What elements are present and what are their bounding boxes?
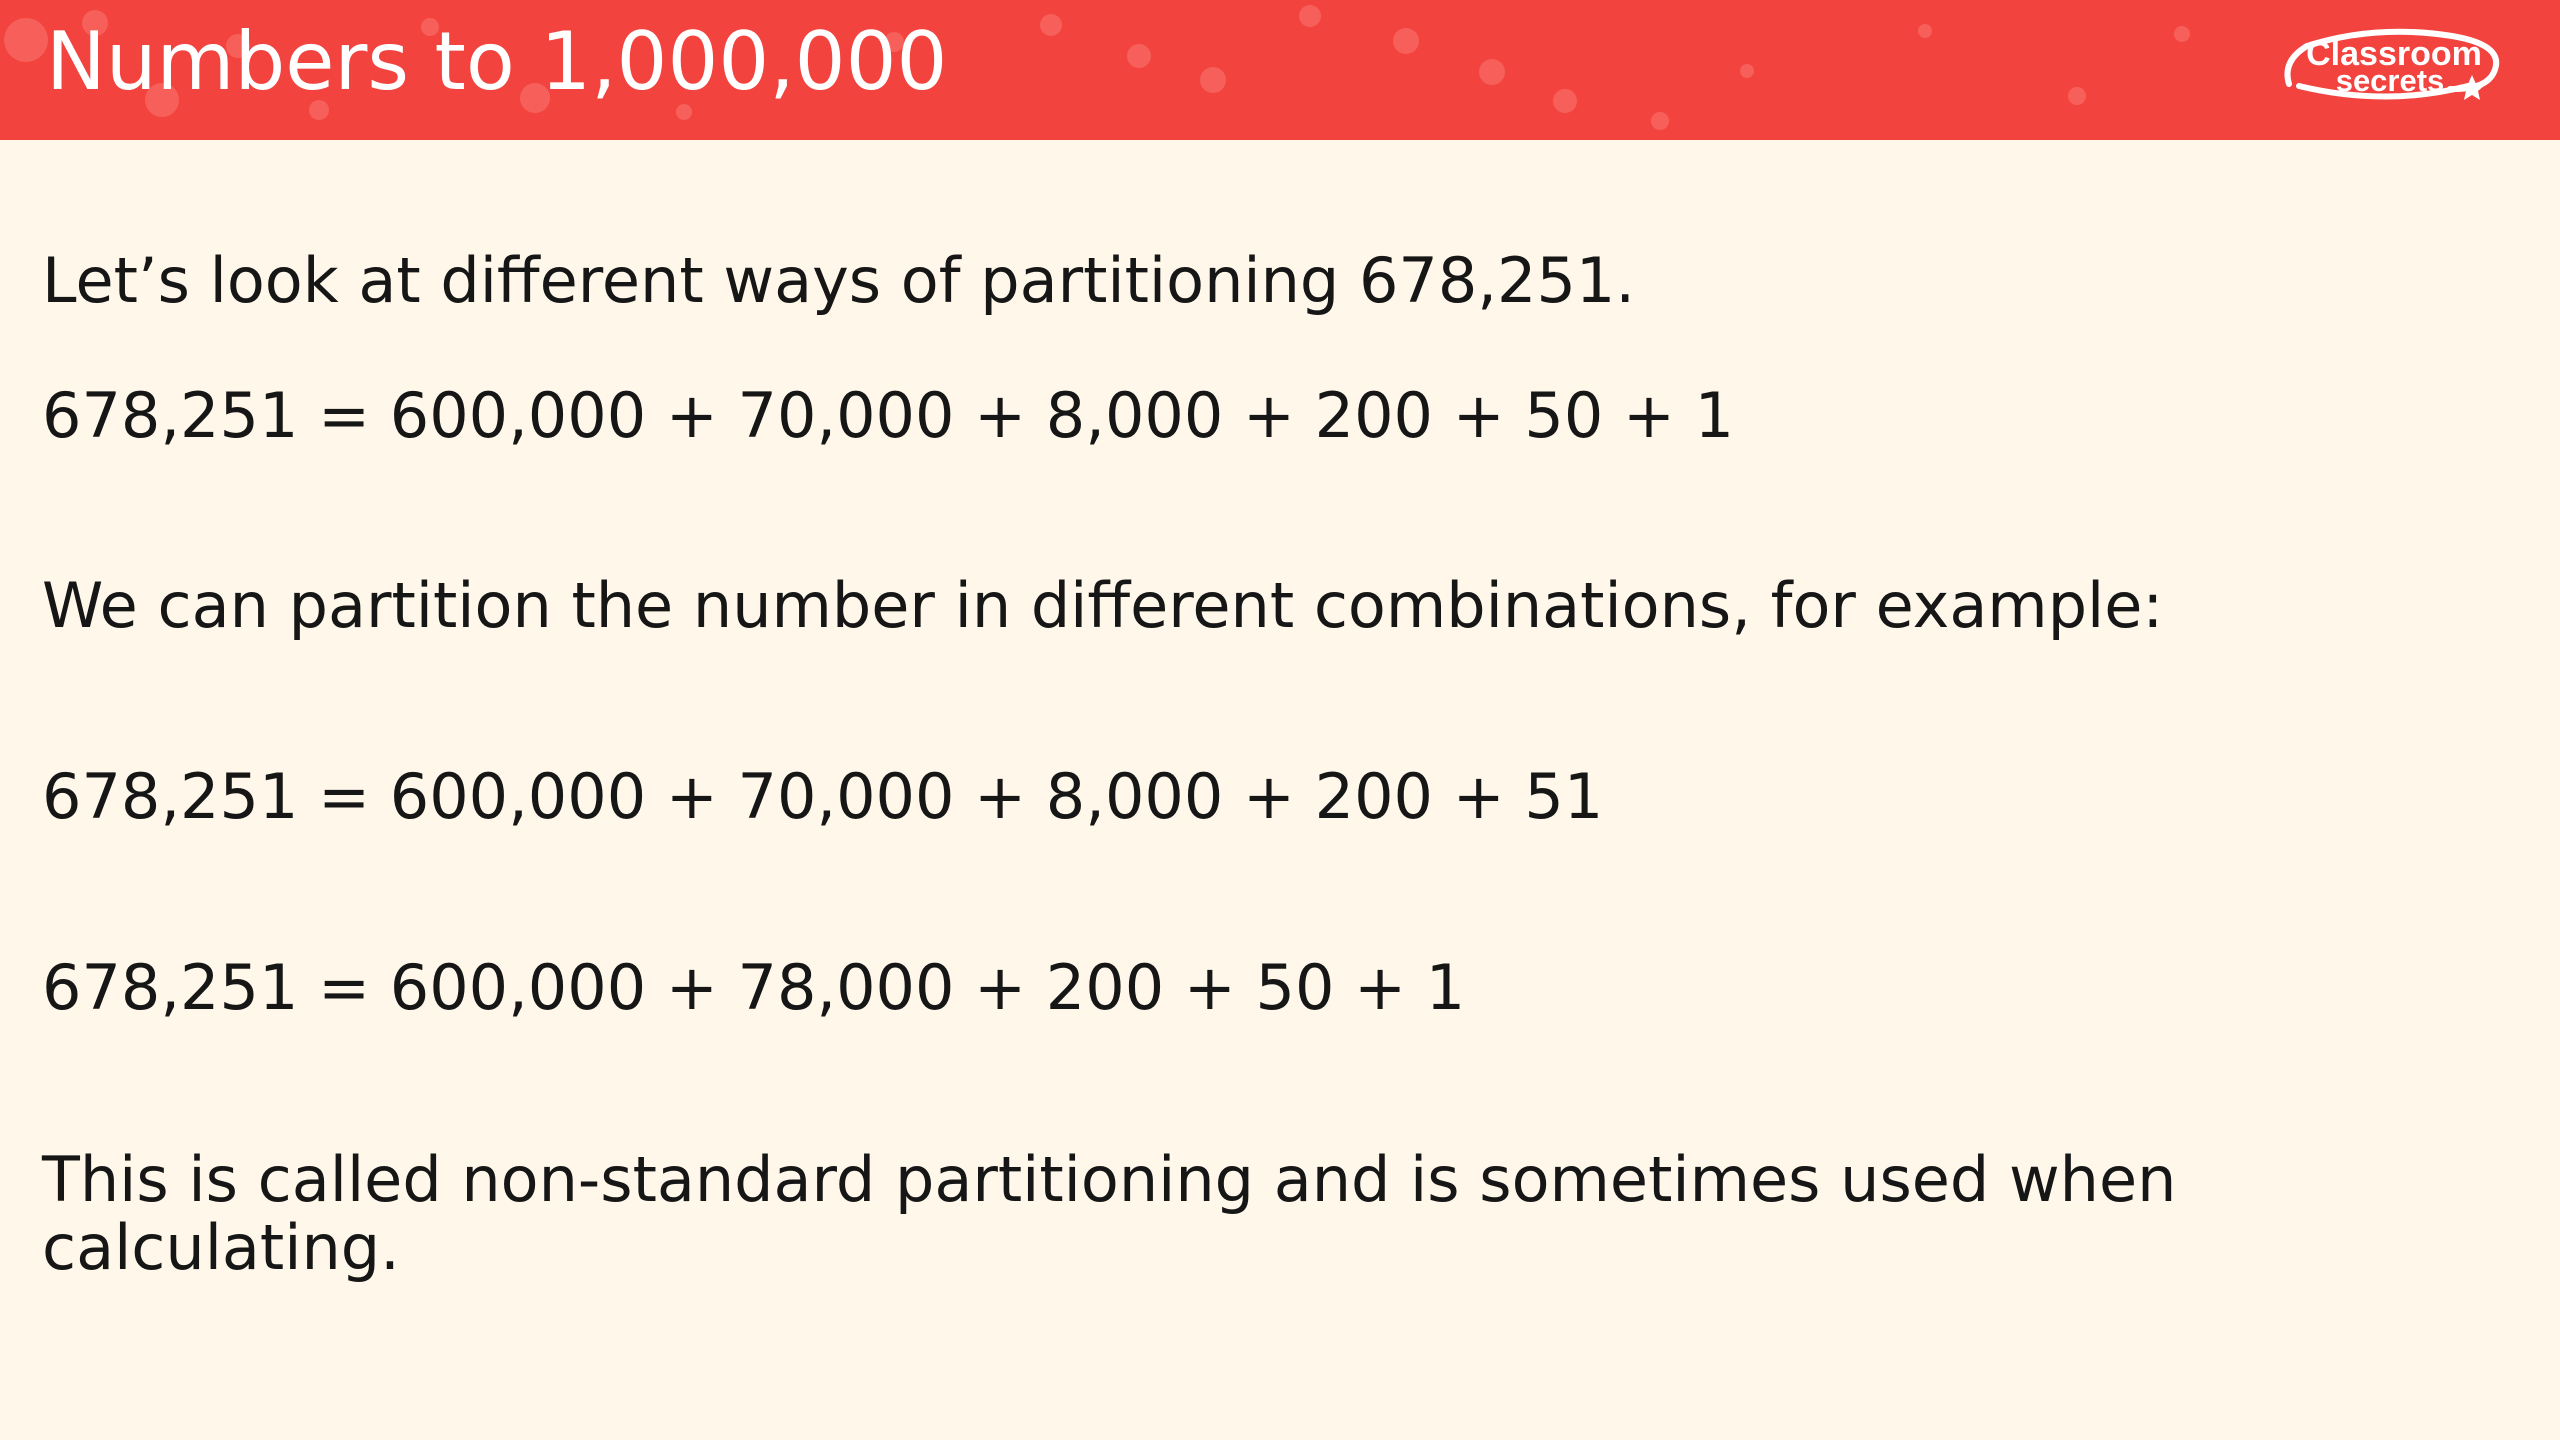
decorative-dot xyxy=(1393,28,1419,54)
intro-text: Let’s look at different ways of partitioning 678,251. xyxy=(42,244,1636,317)
combinations-intro-text: We can partition the number in different combinations, for example: xyxy=(42,569,2164,642)
decorative-dot xyxy=(1200,67,1226,93)
decorative-dot xyxy=(2174,26,2190,42)
classroom-secrets-logo xyxy=(2282,28,2506,112)
star-icon xyxy=(2459,75,2485,100)
logo-line-1: Classroom xyxy=(2306,35,2482,73)
example-equation-1: 678,251 = 600,000 + 70,000 + 8,000 + 200 + 51 xyxy=(42,760,1604,833)
decorative-dot xyxy=(1479,59,1505,85)
decorative-dot xyxy=(4,18,48,62)
header-bar xyxy=(0,0,2560,140)
logo-line-2: secrets xyxy=(2335,63,2445,98)
decorative-dot xyxy=(1040,14,1062,36)
conclusion-text: This is called non-standard partitioning and is sometimes used when calculating. xyxy=(42,1143,2177,1284)
slide-title: Numbers to 1,000,000 xyxy=(46,15,948,108)
decorative-dot xyxy=(1651,112,1669,130)
decorative-dot xyxy=(1299,5,1321,27)
decorative-dot xyxy=(1740,64,1754,78)
example-equation-2: 678,251 = 600,000 + 78,000 + 200 + 50 + 1 xyxy=(42,951,1466,1024)
decorative-dot xyxy=(1127,44,1151,68)
decorative-dot xyxy=(1918,24,1932,38)
standard-partition-equation: 678,251 = 600,000 + 70,000 + 8,000 + 200 + 50 + 1 xyxy=(42,379,1735,452)
decorative-dot xyxy=(2068,87,2086,105)
logo-icon xyxy=(2282,28,2506,112)
decorative-dot xyxy=(1553,89,1577,113)
